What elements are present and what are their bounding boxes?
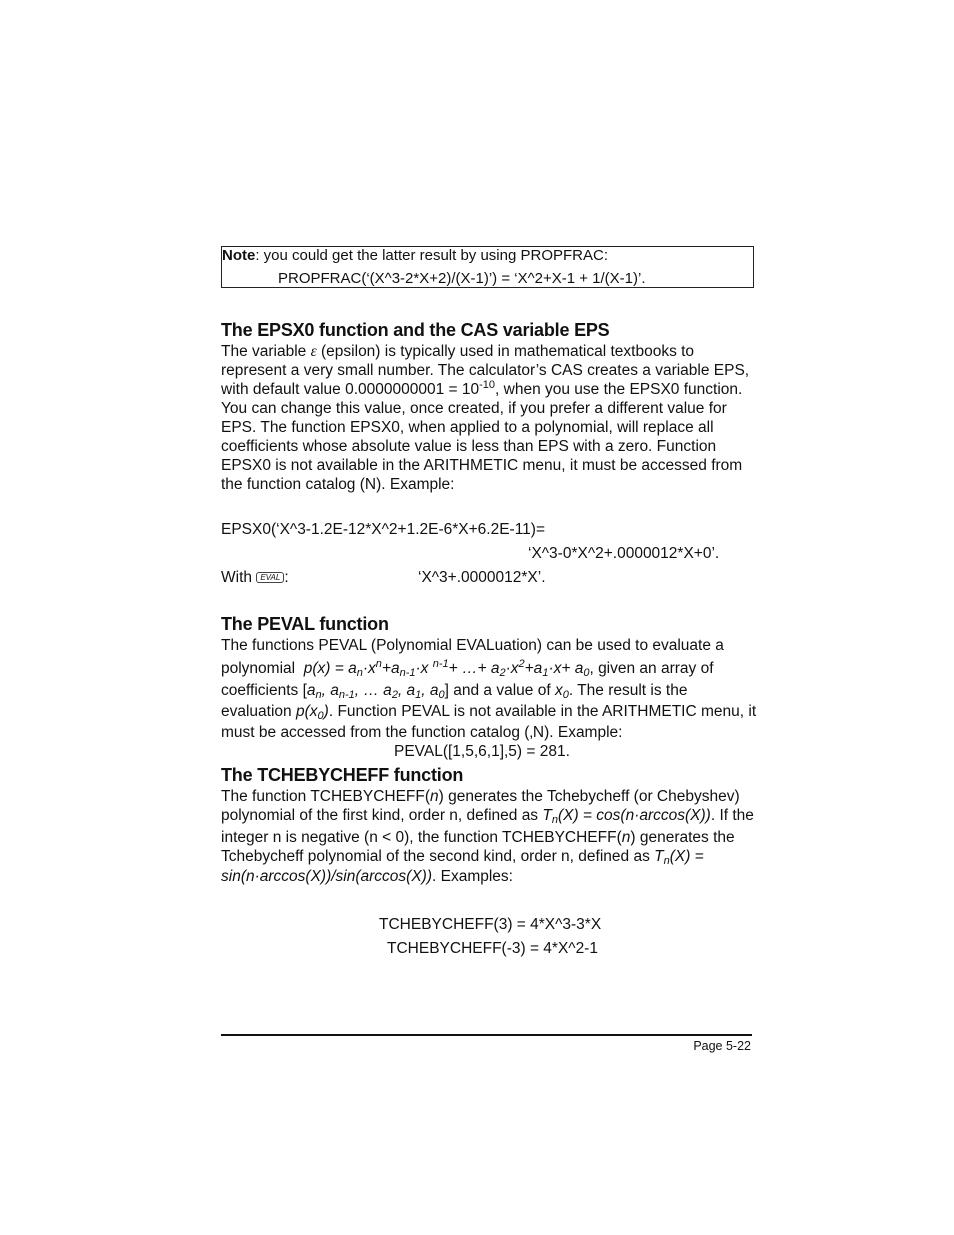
peval-polynomial-line: polynomial $p(x) = a_n\cdot x^n+a_{n-1}\cdot x$ $^{n-1}$+ …+ $a_2\cdot x^2+a_1\cdot x+ a_0$, given an array of	[221, 658, 714, 679]
note-line	[222, 247, 608, 264]
epsx0-example-input: EPSX0(‘X^3-1.2E-12*X^2+1.2E-6*X+6.2E-11)=	[221, 521, 546, 538]
epsx0-heading: The EPSX0 function and the CAS variable EPS	[221, 320, 610, 340]
page-number: Page 5-22	[693, 1039, 751, 1053]
coefficient-array: $a_n$, $a_{n-1}$, … $a_2$, $a_1$, $a_0$	[306, 682, 445, 701]
polynomial-formula: $p(x) = a_n\cdot x^n+a_{n-1}\cdot x$ $^{n-1}$+ …+ $a_2\cdot x^2+a_1\cdot x+ a_0$	[303, 658, 590, 679]
epsx0-with-eval: With EVAL :	[221, 569, 289, 586]
epsx0-example-result: ‘X^3-0*X^2+.0000012*X+0’.	[528, 545, 720, 562]
peval-catalog-line: must be accessed from the function catalog (‚N). Example:	[221, 724, 623, 741]
tcheb-line-4: Tchebycheff polynomial of the second kind, order n, defined as $T_n(X)$ =	[221, 848, 704, 867]
epsx0-paragraph: The variable ε (epsilon) is typically used in mathematical textbooks to represent a very small number. The calculator’s CAS creates a variable EPS, with default value $0.0000000001 = 10^{-10}$, when you use the EPSX0 function. You can change this value, once created, if you prefer a different value for EPS. The function EPSX0, when applied to a polynomial, will replace all coefficients whose absolute value is less than EPS with a zero. Function EPSX0 is not available in the ARITHMETIC menu, it must be accessed from the function catalog (N). Example:	[221, 343, 750, 493]
peval-intro: The functions PEVAL (Polynomial EVALuation) can be used to evaluate a	[221, 637, 724, 654]
peval-example: PEVAL([1,5,6,1],5) = 281.	[394, 743, 570, 760]
footer-rule	[221, 1034, 752, 1036]
x0-symbol: $x_0$	[554, 682, 569, 701]
peval-evaluation-line: evaluation $p(x_0)$. Function PEVAL is not available in the ARITHMETIC menu, it	[221, 703, 757, 722]
tcheb-line-3: integer n is negative (n < 0), the function TCHEBYCHEFF(n) generates the	[221, 829, 735, 846]
catalog-key-icon: ‚N	[529, 724, 545, 741]
peval-heading: The PEVAL function	[221, 614, 389, 634]
p-x0-symbol: $p(x_0)$	[295, 703, 329, 722]
note-text: : you could get the latter result by using PROPFRAC:	[255, 247, 609, 264]
eval-key-icon: EVAL	[256, 572, 284, 583]
epsilon-symbol: ε	[310, 343, 317, 360]
tcheb-line-2: polynomial of the first kind, order n, defined as $T_n(X) = \cos(n\cdot\arccos(X))$. If the	[221, 807, 754, 826]
tcheb-line-1: The function TCHEBYCHEFF(n) generates the Tchebycheff (or Chebyshev)	[221, 788, 740, 805]
peval-coefficients-line: coefficients [$a_n$, $a_{n-1}$, … $a_2$, $a_1$, $a_0$] and a value of $x_0$. The result is the	[221, 682, 688, 701]
first-kind-formula: $T_n(X) = \cos(n\cdot\arccos(X))$	[542, 807, 711, 826]
note-example: PROPFRAC(‘(X^3-2*X+2)/(X-1)’) = ‘X^2+X-1 + 1/(X-1)’.	[278, 270, 646, 287]
second-kind-formula-end: sin(n·arccos(X))/sin(arccos(X))	[221, 868, 432, 885]
epsx0-eval-result: ‘X^3+.0000012*X’.	[418, 569, 546, 586]
tcheb-heading: The TCHEBYCHEFF function	[221, 765, 464, 785]
tcheb-example-1: TCHEBYCHEFF(3) = 4*X^3-3*X	[379, 916, 602, 933]
tcheb-line-5: sin(n·arccos(X))/sin(arccos(X)). Examples:	[221, 868, 513, 885]
note-label: Note	[222, 247, 256, 264]
tcheb-example-2: TCHEBYCHEFF(-3) = 4*X^2-1	[387, 940, 598, 957]
second-kind-formula-start: $T_n(X)$ =	[654, 848, 704, 867]
